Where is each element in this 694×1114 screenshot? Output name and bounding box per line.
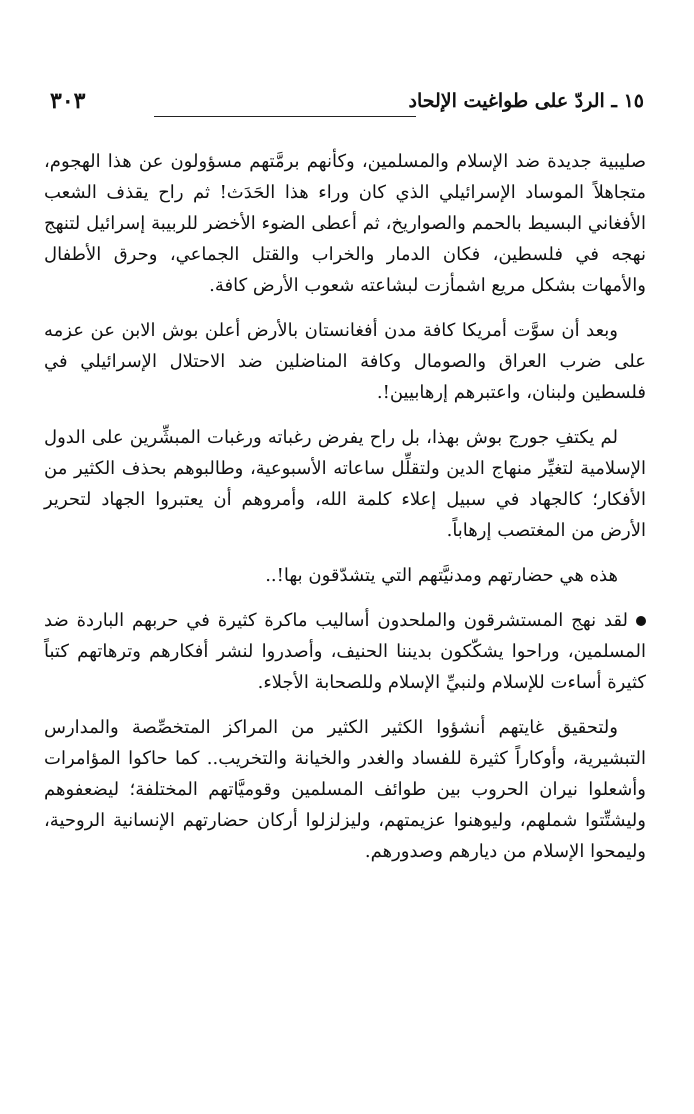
page-number: ٣٠٣ bbox=[50, 88, 86, 114]
paragraph: وبعد أن سوَّت أمريكا كافة مدن أفغانستان بالأرض أعلن بوش الابن عن عزمه على ضرب العراق والصومال وكافة المناضلين ضد الاحتلال الإسرائيلي في فلسطين ولبنان، واعتبرهم إرهابيين!. bbox=[44, 320, 646, 403]
paragraph: ولتحقيق غايتهم أنشؤوا الكثير الكثير من المراكز المتخصِّصة والمدارس التبشيرية، وأوكاراً كثيرة للفساد والغدر والخيانة والتخريب.. كما حاكوا المؤامرات وأشعلوا نيران الحروب بين طوائف المسلمين وقوميَّاتهم المختلفة؛ ليضعفوهم وليشتِّتوا شملهم، وليوهنوا عزيمتهم، وليزلزلوا أركان حضارتهم الإنسانية الروحية، وليمحوا الإسلام من ديارهم وصدورهم. bbox=[44, 717, 646, 862]
paragraph: هذه هي حضارتهم ومدنيَّتهم التي يتشدّقون بها!.. bbox=[265, 565, 618, 586]
page-header bbox=[44, 90, 646, 124]
body-text bbox=[44, 146, 646, 867]
running-title: ١٥ ـ الردّ على طواغيت الإلحاد bbox=[408, 90, 644, 112]
bullet-paragraph-text: لقد نهج المستشرقون والملحدون أساليب ماكرة كثيرة في حربهم الباردة ضد المسلمين، وراحوا يشكّكون بديننا الحنيف، وأصدروا لنشر أفكارهم وترهاتهم كتباً كثيرة أساءت للإسلام ولنبيِّ الإسلام وللصحابة الأجلاء. bbox=[44, 610, 646, 693]
paragraph: صليبية جديدة ضد الإسلام والمسلمين، وكأنهم برمَّتهم مسؤولون عن هذا الهجوم، متجاهلاً الموساد الإسرائيلي الذي كان وراء هذا الحَدَث! ثم راح يقذف الشعب الأفغاني البسيط بالحمم والصواريخ، ثم أعطى الضوء الأخضر للربيبة إسرائيل لتنهج نهجه في فلسطين، فكان الدمار والخراب والقتل الجماعي، وحرق الأطفال والأمهات بشكل مريع اشمأزت لبشاعته شعوب الأرض كافة. bbox=[44, 151, 646, 296]
bullet-paragraph bbox=[44, 605, 646, 698]
paragraph: لم يكتفِ جورج بوش بهذا، بل راح يفرض رغباته ورغبات المبشِّرين على الدول الإسلامية لتغيِّر منهاج الدين ولتقلِّل ساعاته الأسبوعية، وطالبوهم بحذف الكثير من الأفكار؛ كالجهاد في سبيل إعلاء كلمة الله، وأمروهم أن يعتبروا الجهاد لتحرير الأرض من المغتصب إرهاباً. bbox=[44, 427, 646, 541]
bullet-icon bbox=[636, 616, 646, 626]
header-rule bbox=[154, 116, 416, 117]
